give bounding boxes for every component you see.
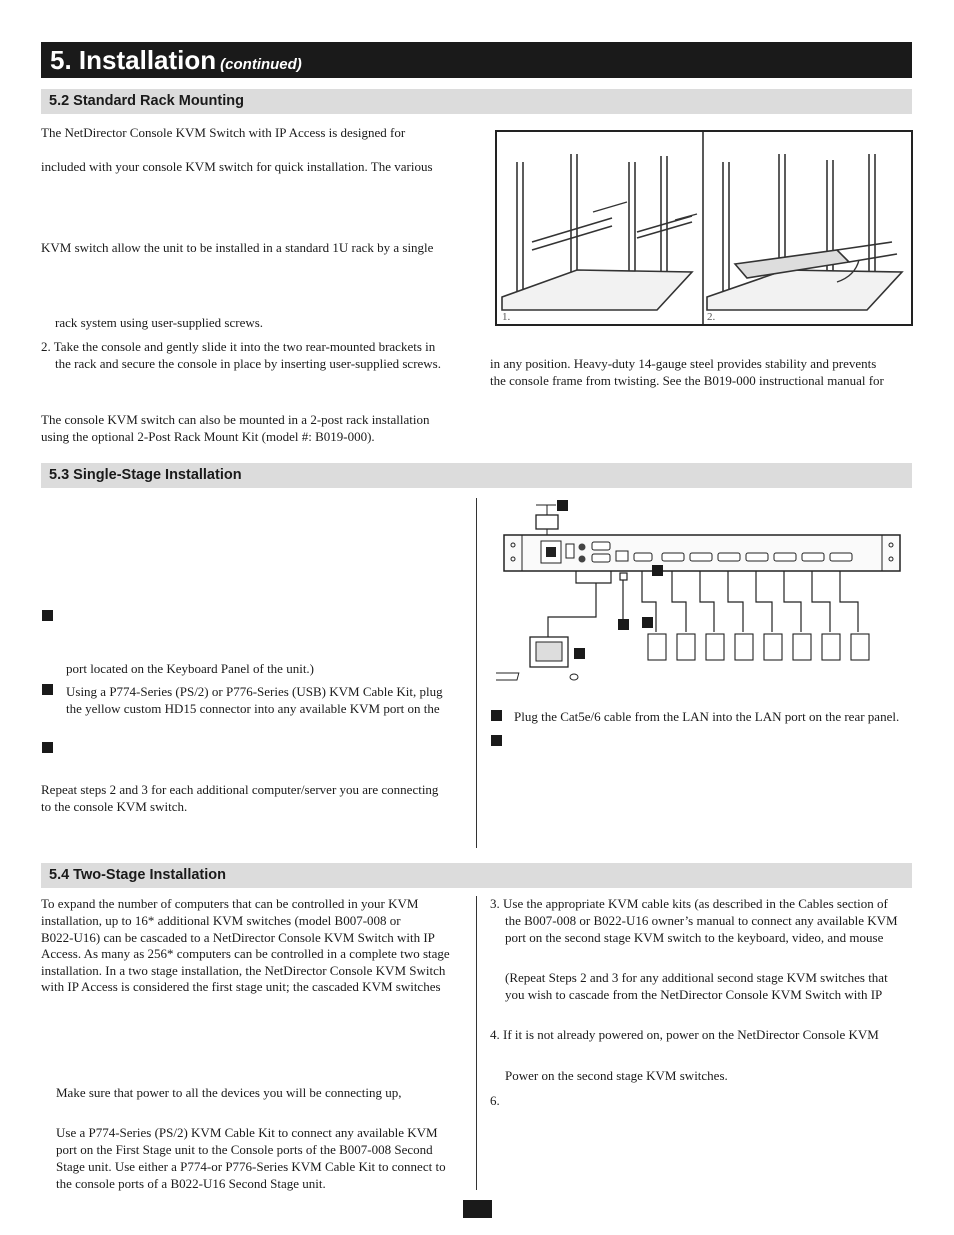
rack-right-1: in any position. Heavy-duty 14-gauge steel provides stability and prevents: [490, 356, 877, 371]
rack-step-2b: the rack and secure the console in place by inserting user-supplied screws.: [55, 356, 441, 371]
two-stage-para-3: B022-U16) can be cascaded to a NetDirector Console KVM Switch with IP: [41, 930, 435, 945]
step-marker-power: [491, 735, 502, 746]
step-marker-lan: [491, 710, 502, 721]
rack-step-2a: 2. Take the console and gently slide it into the two rear-mounted brackets in: [41, 339, 436, 354]
two-stage-step-2a: Use a P774-Series (PS/2) KVM Cable Kit to connect any available KVM: [56, 1125, 438, 1140]
rack-para-2: included with your console KVM switch for quick installation. The various: [41, 159, 433, 174]
two-stage-step-3d: (Repeat Steps 2 and 3 for any additional second stage KVM switches that: [505, 970, 888, 985]
step-marker-3: [42, 742, 53, 753]
two-stage-step-3b: the B007-008 or B022-U16 owner’s manual to connect any available KVM: [505, 913, 898, 928]
two-stage-step-1: Make sure that power to all the devices you will be connecting up,: [56, 1085, 402, 1100]
rack-para-4: rack system using user-supplied screws.: [55, 315, 264, 330]
page-title-bar: [41, 42, 912, 78]
two-stage-step-3c: port on the second stage KVM switch to the keyboard, video, and mouse: [505, 930, 884, 945]
rack-para-1: The NetDirector Console KVM Switch with IP Access is designed for: [41, 125, 406, 140]
two-stage-step-2b: port on the First Stage unit to the Console ports of the B007-008 Second: [56, 1142, 433, 1157]
kvm-connection-diagram: [496, 497, 908, 692]
single-repeat-b: to the console KVM switch.: [41, 799, 188, 814]
two-stage-step-6: 6.: [490, 1093, 500, 1108]
figure-label-1: 1.: [502, 311, 511, 323]
section-heading-5-4: 5.4 Two-Stage Installation: [41, 863, 912, 888]
two-stage-step-2d: the console ports of a B022-U16 Second Stage unit.: [56, 1176, 326, 1191]
single-step-2a: Using a P774-Series (PS/2) or P776-Series (USB) KVM Cable Kit, plug: [66, 684, 443, 699]
single-step-1: port located on the Keyboard Panel of the unit.): [66, 661, 315, 676]
continued-label: (continued): [220, 56, 302, 73]
two-stage-step-4: 4. If it is not already powered on, power on the NetDirector Console KVM: [490, 1027, 879, 1042]
rack-right-2: the console frame from twisting. See the B019-000 instructional manual for: [490, 373, 884, 388]
page-title: 5. Installation (continued): [50, 45, 302, 75]
two-stage-para-4: Access. As many as 256* computers can be controlled in a complete two stage: [41, 946, 450, 961]
two-stage-step-3e: you wish to cascade from the NetDirector Console KVM Switch with IP: [505, 987, 883, 1002]
rack-para-3: KVM switch allow the unit to be installed in a standard 1U rack by a single: [41, 240, 434, 255]
two-stage-step-3a: 3. Use the appropriate KVM cable kits (as described in the Cables section of: [490, 896, 888, 911]
column-divider-5-4: [476, 896, 477, 1190]
single-lan-step: Plug the Cat5e/6 cable from the LAN into the LAN port on the rear panel.: [514, 709, 900, 724]
two-stage-para-6: with IP Access is considered the first stage unit; the cascaded KVM switches: [41, 979, 441, 994]
two-stage-para-1: To expand the number of computers that can be controlled in your KVM: [41, 896, 419, 911]
rack-illustration: [497, 132, 911, 324]
rack-para-5a: The console KVM switch can also be mounted in a 2-post rack installation: [41, 412, 430, 427]
single-step-2b: the yellow custom HD15 connector into any available KVM port on the: [66, 701, 440, 716]
page-number-box: [463, 1200, 492, 1218]
step-marker-1: [42, 610, 53, 621]
step-marker-2: [42, 684, 53, 695]
two-stage-step-2c: Stage unit. Use either a P774-or P776-Series KVM Cable Kit to connect to: [56, 1159, 446, 1174]
figure-label-2: 2.: [707, 311, 716, 323]
section-heading-5-2: 5.2 Standard Rack Mounting: [41, 89, 912, 114]
two-stage-para-5: installation. In a two stage installation, the NetDirector Console KVM Switch: [41, 963, 446, 978]
rack-para-5b: using the optional 2-Post Rack Mount Kit (model #: B019-000).: [41, 429, 375, 444]
single-repeat-a: Repeat steps 2 and 3 for each additional computer/server you are connecting: [41, 782, 439, 797]
rack-mount-figure: [495, 130, 913, 326]
column-divider-5-3: [476, 498, 477, 848]
two-stage-step-5: Power on the second stage KVM switches.: [505, 1068, 728, 1083]
two-stage-para-2: installation, up to 16* additional KVM switches (model B007-008 or: [41, 913, 401, 928]
section-heading-5-3: 5.3 Single-Stage Installation: [41, 463, 912, 488]
